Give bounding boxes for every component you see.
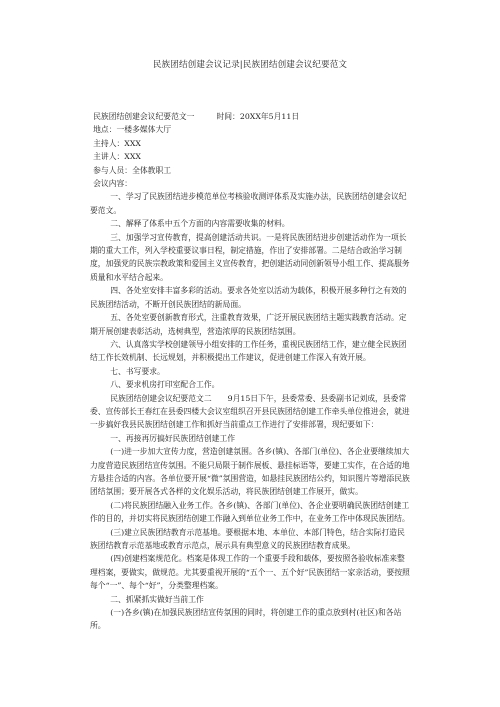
meeting-time: 时间：20XX年5月11日 <box>216 112 300 121</box>
paragraph: 七、书写要求。 <box>110 366 165 376</box>
paragraph: 五、各处室要创新教育形式，注重教育效果，广泛开展民族团结主题实践教育活动。定期开展创建表彰活动，选树典型，营造浓厚的民族团结氛围。 <box>90 313 407 336</box>
doc2-intro <box>90 392 410 432</box>
paragraph: 一、学习了民族团结进步模范单位考核验收测评体系及实施办法，民族团结创建会议纪要范文。 <box>90 192 407 215</box>
meeting-content-label: 会议内容： <box>93 179 133 189</box>
doc2-intro-text: 9月15日下午，县委常委、县委副书记刘成，县委常委、宣传部长王春红在县委四楼大会议室组织召开县民族团结创建工作牵头单位推进会，就进一步搞好我县民族团结创建工作和抓好当前重点工作进行了安排部署，现纪要如下： <box>90 393 410 430</box>
section-item: (一)各乡(镇)在加强民族团结宣传氛围的同时，将创建工作的重点放到村(社区)和各站所。 <box>90 608 402 631</box>
section-item: (四)创建档案规范化。档案是体现工作的一个重要手段和载体，要按照各验收标准来整理档案，要做实，做规范。尤其要重视开展的“五个一、五个好”民族团结一家亲活动，要按照每个“一”、每个“好”，分类整理档案。 <box>90 554 410 591</box>
paragraph: 八、要求机房打印室配合工作。 <box>110 380 220 390</box>
paragraph: 四、各处室安排丰富多彩的活动。要求各处室以活动为载体，积极开展多种行之有效的民族团结活动，不断开创民族团结的新局面。 <box>90 286 407 309</box>
document-title: 民族团结创建会议记录|民族团结创建会议纪要范文 <box>152 60 348 70</box>
paragraph: 三、加强学习宣传教育，提高创建活动共识。一是将民族团结进步创建活动作为一项长期的重大工作，列入学校重要议事日程，制定措施，作出了安排部署。二是结合政治学习制度，加强党的民族宗教政策和爱国主义宣传教育，把创建活动同创新领导小组工作、提高服务质量和水平结合起来。 <box>90 232 410 282</box>
meeting-speaker: 主讲人：XXX <box>93 152 141 162</box>
section-item: (一)进一步加大宣传力度，营造创建氛围。各乡(镇)、各部门(单位)、各企业要继续加大力度营造民族团结宣传氛围。不能只局限于制作展板、悬挂标语等，要建工实作，在合适的地方悬挂合适的内容。各单位要开展“微”氛围营造，如悬挂民族团结公约，知识图片等增添民族团结氛围；要开展各式各样的文化娱乐活动，将民族团结创建工作展开，做实。 <box>90 447 410 497</box>
paragraph: 二、解释了体系中五个方面的内容需要收集的材料。 <box>110 219 290 229</box>
section-item: (二)将民族团结融入业务工作。各乡(镇)、各部门(单位)、各企业要明确民族团结创建工作的目的，并切实将民族团结创建工作融入到单位业务工作中，在业务工作中体现民族团结。 <box>90 500 410 524</box>
meeting-host: 主持人：XXX <box>93 138 141 148</box>
doc1-label: 民族团结创建会议纪要范文一 <box>93 112 195 121</box>
meeting-header-line <box>90 110 410 123</box>
doc2-label: 民族团结创建会议纪要范文二 <box>110 393 212 403</box>
paragraph: 六、认真落实学校创建领导小组安排的工作任务，重视民族团结工作，建立健全民族团结工作长效机制、长远规划，并积极提出工作建议，促进创建工作深入有效开展。 <box>90 339 407 363</box>
section-item: (三)建立民族团结教育示范基地。要根据本地、本单位、本部门特色，结合实际打造民族团结教育示范基地或教育示范点，展示具有典型意义的民族团结教育成果。 <box>90 527 405 550</box>
meeting-place: 地点：一楼多媒体大厅 <box>93 125 172 135</box>
section-heading: 一、再接再厉搞好民族团结创建工作 <box>110 433 236 443</box>
section-heading: 二、抓紧抓实做好当前工作 <box>110 594 204 604</box>
meeting-attendees: 参与人员：全体教职工 <box>93 165 172 175</box>
document-body <box>90 110 410 633</box>
